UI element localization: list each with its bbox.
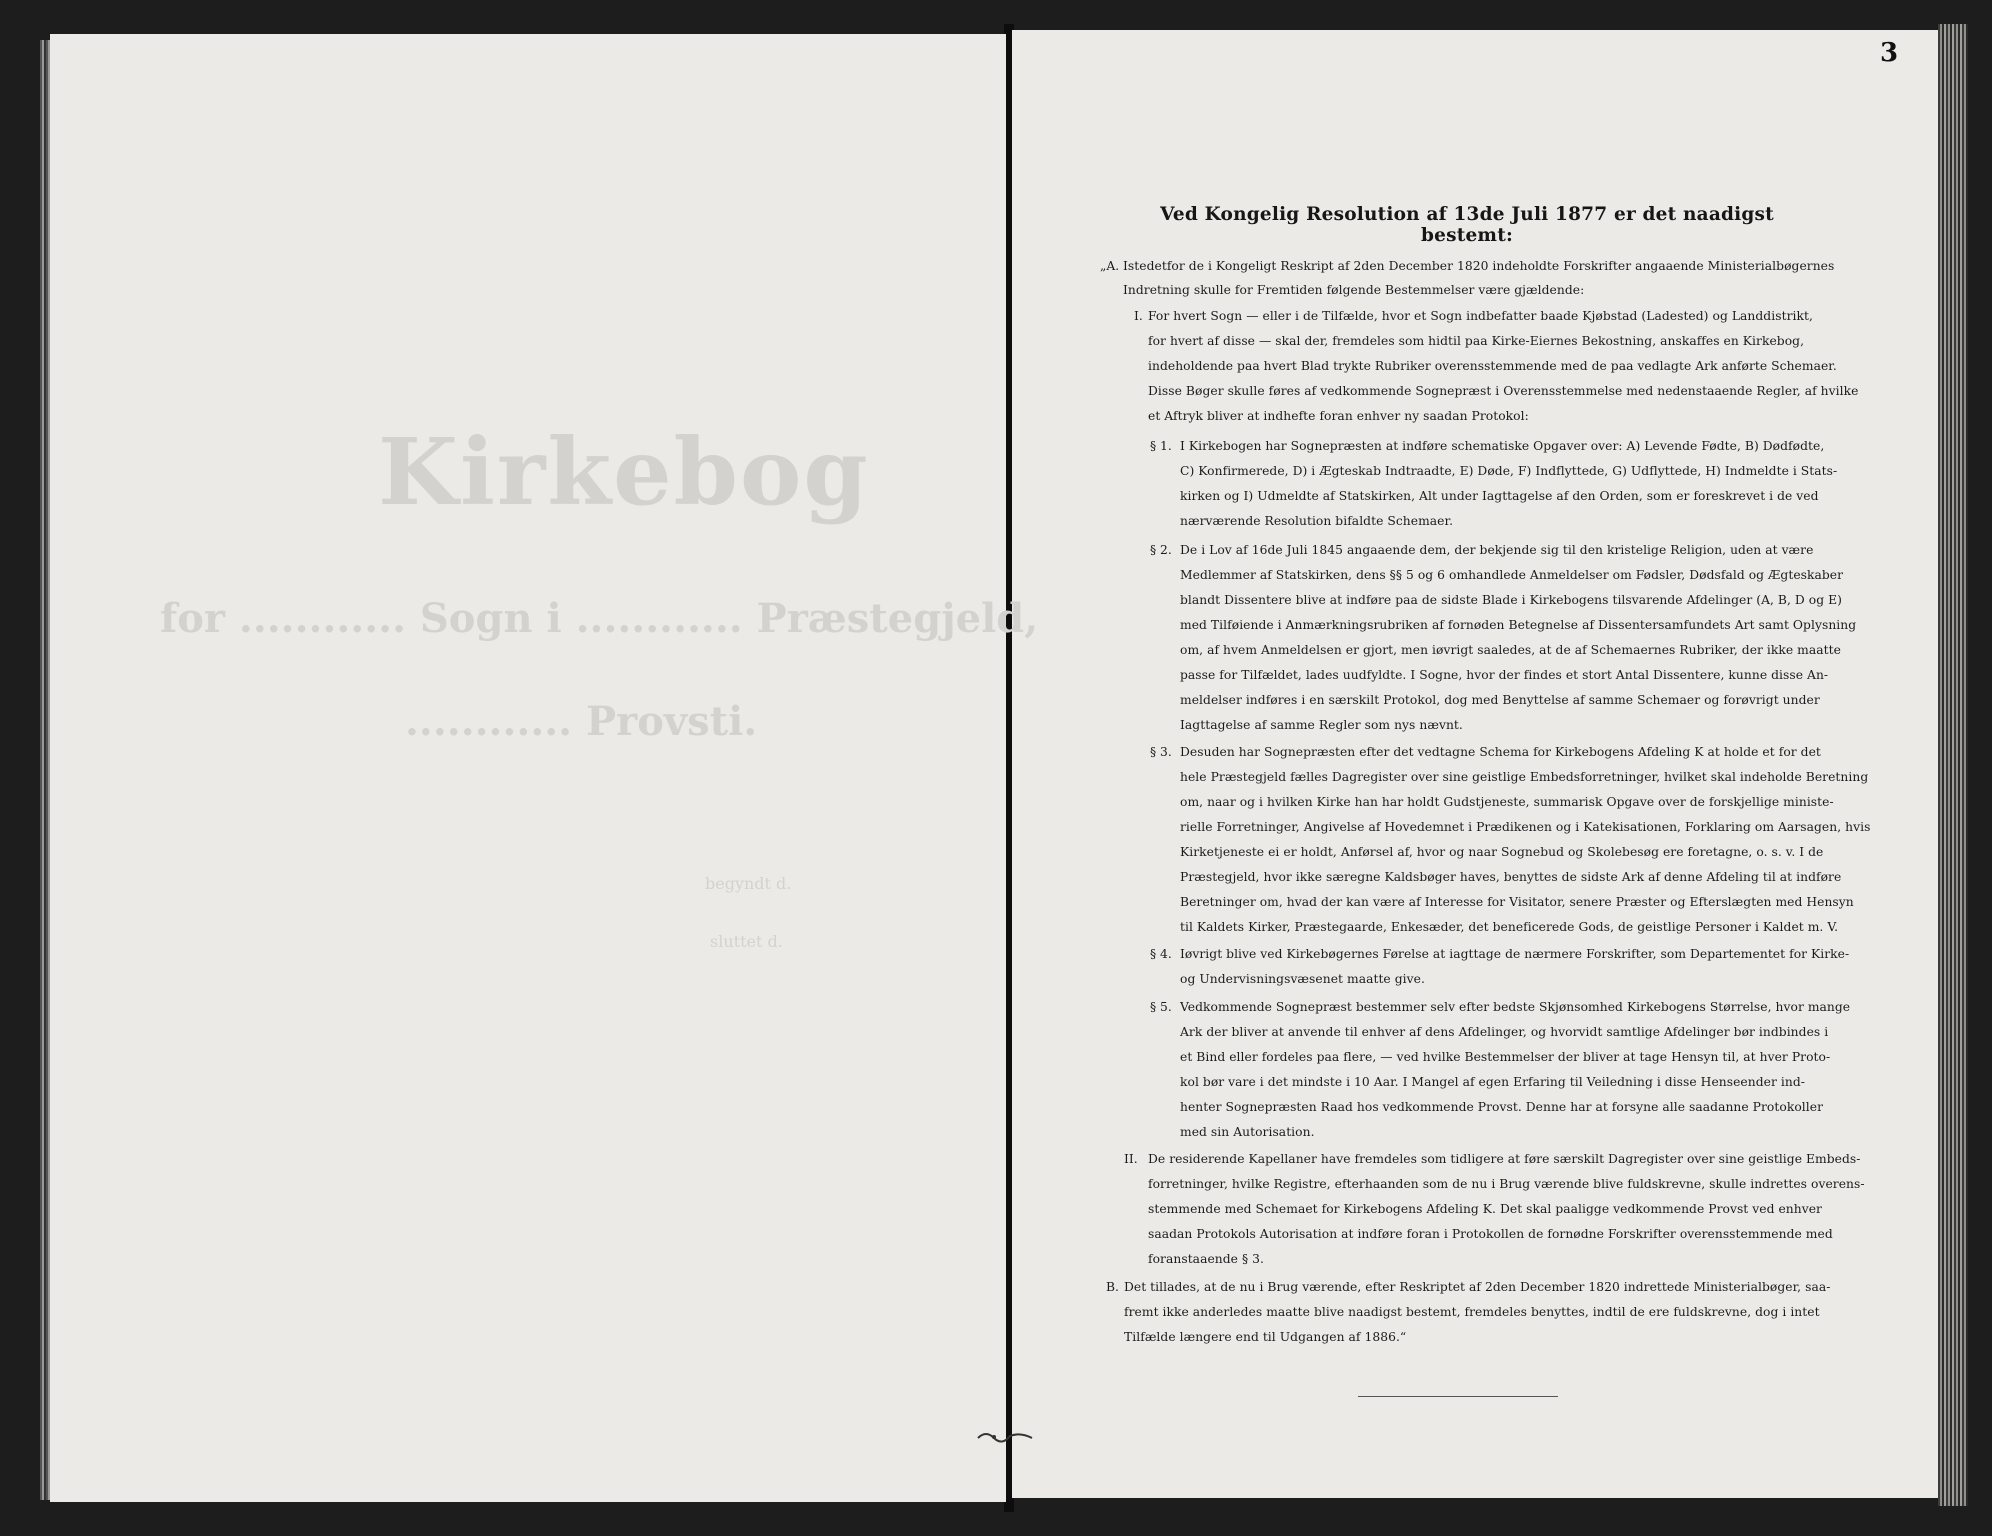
text-line: C) Konfirmerede, D) i Ægteskab Indtraadte, E) Døde, F) Indflyttede, G) Udflyttede, H) Indmeldte i Stats- (1180, 464, 1838, 478)
ghost-deanery-line: ............ Provsti. (405, 698, 758, 745)
text-line: fremt ikke anderledes maatte blive naadigst bestemt, fremdeles benyttes, indtil de ere fuldskrevne, dog i intet (1124, 1305, 1820, 1319)
text-line: med Tilføiende i Anmærkningsrubriken af fornøden Betegnelse af Dissentersamfundets Art samt Oplysning (1180, 618, 1857, 632)
text-line: Disse Bøger skulle føres af vedkommende Sognepræst i Overensstemmelse med nedenstaaende Regler, af hvilke (1148, 384, 1859, 398)
text-line: med sin Autorisation. (1180, 1125, 1315, 1139)
text-line: Tilfælde længere end til Udgangen af 1886.“ (1124, 1330, 1407, 1344)
text-line: et Aftryk bliver at indhefte foran enhver ny saadan Protokol: (1148, 409, 1529, 423)
binding-clasp-icon (976, 1428, 1036, 1444)
left-page (50, 34, 1006, 1502)
paragraph-label-5: § 5. (1150, 1000, 1172, 1014)
text-line: De i Lov af 16de Juli 1845 angaaende dem, der bekjende sig til den kristelige Religion, uden at være (1180, 543, 1814, 557)
text-line: stemmende med Schemaet for Kirkebogens Afdeling K. Det skal paaligge vedkommende Provst ved enhver (1148, 1202, 1822, 1216)
text-line: rielle Forretninger, Angivelse af Hovedemnet i Prædikenen og i Katekisationen, Forklaring om Aarsagen, hvis (1180, 820, 1871, 834)
text-line: hele Præstegjeld fælles Dagregister over sine geistlige Embedsforretninger, hvilket skal indeholde Beretning (1180, 770, 1869, 784)
text-line: Indretning skulle for Fremtiden følgende Bestemmelser være gjældende: (1123, 283, 1585, 297)
text-line: nærværende Resolution bifaldte Schemaer. (1180, 514, 1454, 528)
text-line: saadan Protokols Autorisation at indføre foran i Protokollen de fornødne Forskrifter overensstemmende med (1148, 1227, 1833, 1241)
text-line: Kirketjeneste ei er holdt, Anførsel af, hvor og naar Sognebud og Skolebesøg ere foretagne, o. s. v. I de (1180, 845, 1824, 859)
paragraph-label-2: § 2. (1150, 543, 1172, 557)
text-line: meldelser indføres i en særskilt Protokol, dog med Benyttelse af samme Schemaer og forøvrigt under (1180, 693, 1820, 707)
text-line: Ark der bliver at anvende til enhver af dens Afdelinger, og hvorvidt samtlige Afdelinger bør indbindes i (1180, 1025, 1829, 1039)
text-line: og Undervisningsvæsenet maatte give. (1180, 972, 1425, 986)
text-line: indeholdende paa hvert Blad trykte Rubriker overensstemmende med de paa vedlagte Ark anførte Schemaer. (1148, 359, 1837, 373)
section-label-b: B. (1106, 1280, 1119, 1294)
text-line: De residerende Kapellaner have fremdeles som tidligere at føre særskilt Dagregister over sine geistlige Embeds- (1148, 1152, 1861, 1166)
closing-rule (1358, 1396, 1558, 1397)
text-line: Istedetfor de i Kongeligt Reskript af 2den December 1820 indeholdte Forskrifter angaaende Ministerialbøgernes (1123, 259, 1835, 273)
right-page-edges (1938, 24, 1968, 1506)
text-line: Beretninger om, hvad der kan være af Interesse for Visitator, senere Præster og Efterslægten med Hensyn (1180, 895, 1854, 909)
text-line: for hvert af disse — skal der, fremdeles som hidtil paa Kirke-Eiernes Bekostning, anskaffes en Kirkebog, (1148, 334, 1805, 348)
ghost-title: Kirkebog (378, 418, 870, 526)
text-line: Iøvrigt blive ved Kirkebøgernes Førelse at iagttage de nærmere Forskrifter, som Departementet for Kirke- (1180, 947, 1850, 961)
text-line: om, af hvem Anmeldelsen er gjort, men iøvrigt saaledes, at de af Schemaernes Rubriker, der ikke maatte (1180, 643, 1841, 657)
paragraph-label-4: § 4. (1150, 947, 1172, 961)
text-line: kol bør vare i det mindste i 10 Aar. I Mangel af egen Erfaring til Veiledning i disse Henseender ind- (1180, 1075, 1805, 1089)
text-line: I Kirkebogen har Sognepræsten at indføre schematiske Opgaver over: A) Levende Fødte, B) Dødfødte, (1180, 439, 1825, 453)
paragraph-label-3: § 3. (1150, 745, 1172, 759)
page-number: 3 (1880, 38, 1899, 68)
text-line: Desuden har Sognepræsten efter det vedtagne Schema for Kirkebogens Afdeling K at holde et for det (1180, 745, 1821, 759)
section-label-ii: II. (1124, 1152, 1138, 1166)
text-line: Præstegjeld, hvor ikke særegne Kaldsbøger haves, benyttes de sidste Ark af denne Afdeling til at indføre (1180, 870, 1842, 884)
resolution-heading: Ved Kongelig Resolution af 13de Juli 1877 er det naadigst bestemt: (1160, 204, 1774, 246)
left-page-edge (40, 40, 50, 1500)
text-line: om, naar og i hvilken Kirke han har holdt Gudstjeneste, summarisk Opgave over de forskjellige ministe- (1180, 795, 1834, 809)
text-line: til Kaldets Kirker, Præstegaarde, Enkesæder, det beneficerede Gods, de geistlige Personer i Kaldet m. V. (1180, 920, 1839, 934)
text-line: Iagttagelse af samme Regler som nys nævnt. (1180, 718, 1463, 732)
text-line: passe for Tilfældet, lades uudfyldte. I Sogne, hvor der findes et stort Antal Dissentere, kunne disse An- (1180, 668, 1829, 682)
ghost-begun-line: begyndt d. (705, 874, 792, 893)
ghost-ended-line: sluttet d. (710, 932, 783, 951)
text-line: blandt Dissentere blive at indføre paa de sidste Blade i Kirkebogens tilsvarende Afdelinger (A, B, D og E) (1180, 593, 1842, 607)
text-line: et Bind eller fordeles paa flere, — ved hvilke Bestemmelser der bliver at tage Hensyn til, at hver Proto- (1180, 1050, 1831, 1064)
section-label-a: „A. (1100, 259, 1120, 273)
section-label-i: I. (1134, 309, 1143, 323)
text-line: For hvert Sogn — eller i de Tilfælde, hvor et Sogn indbefatter baade Kjøbstad (Ladested) og Landdistrikt, (1148, 309, 1813, 323)
paragraph-label-1: § 1. (1150, 439, 1172, 453)
text-line: foranstaaende § 3. (1148, 1252, 1264, 1266)
text-line: henter Sognepræsten Raad hos vedkommende Provst. Denne har at forsyne alle saadanne Protokoller (1180, 1100, 1823, 1114)
ghost-parish-line: for ............ Sogn i ............ Præstegjeld, (160, 595, 1039, 642)
text-line: Vedkommende Sognepræst bestemmer selv efter bedste Skjønsomhed Kirkebogens Størrelse, hvor mange (1180, 1000, 1851, 1014)
text-line: Medlemmer af Statskirken, dens §§ 5 og 6 omhandlede Anmeldelser om Fødsler, Dødsfald og Ægteskaber (1180, 568, 1844, 582)
text-line: Det tillades, at de nu i Brug værende, efter Reskriptet af 2den December 1820 indrettede Ministerialbøger, saa- (1124, 1280, 1831, 1294)
text-line: forretninger, hvilke Registre, efterhaanden som de nu i Brug værende blive fuldskrevne, skulle indrettes overens- (1148, 1177, 1865, 1191)
text-line: kirken og I) Udmeldte af Statskirken, Alt under Iagttagelse af den Orden, som er foreskrevet i de ved (1180, 489, 1819, 503)
